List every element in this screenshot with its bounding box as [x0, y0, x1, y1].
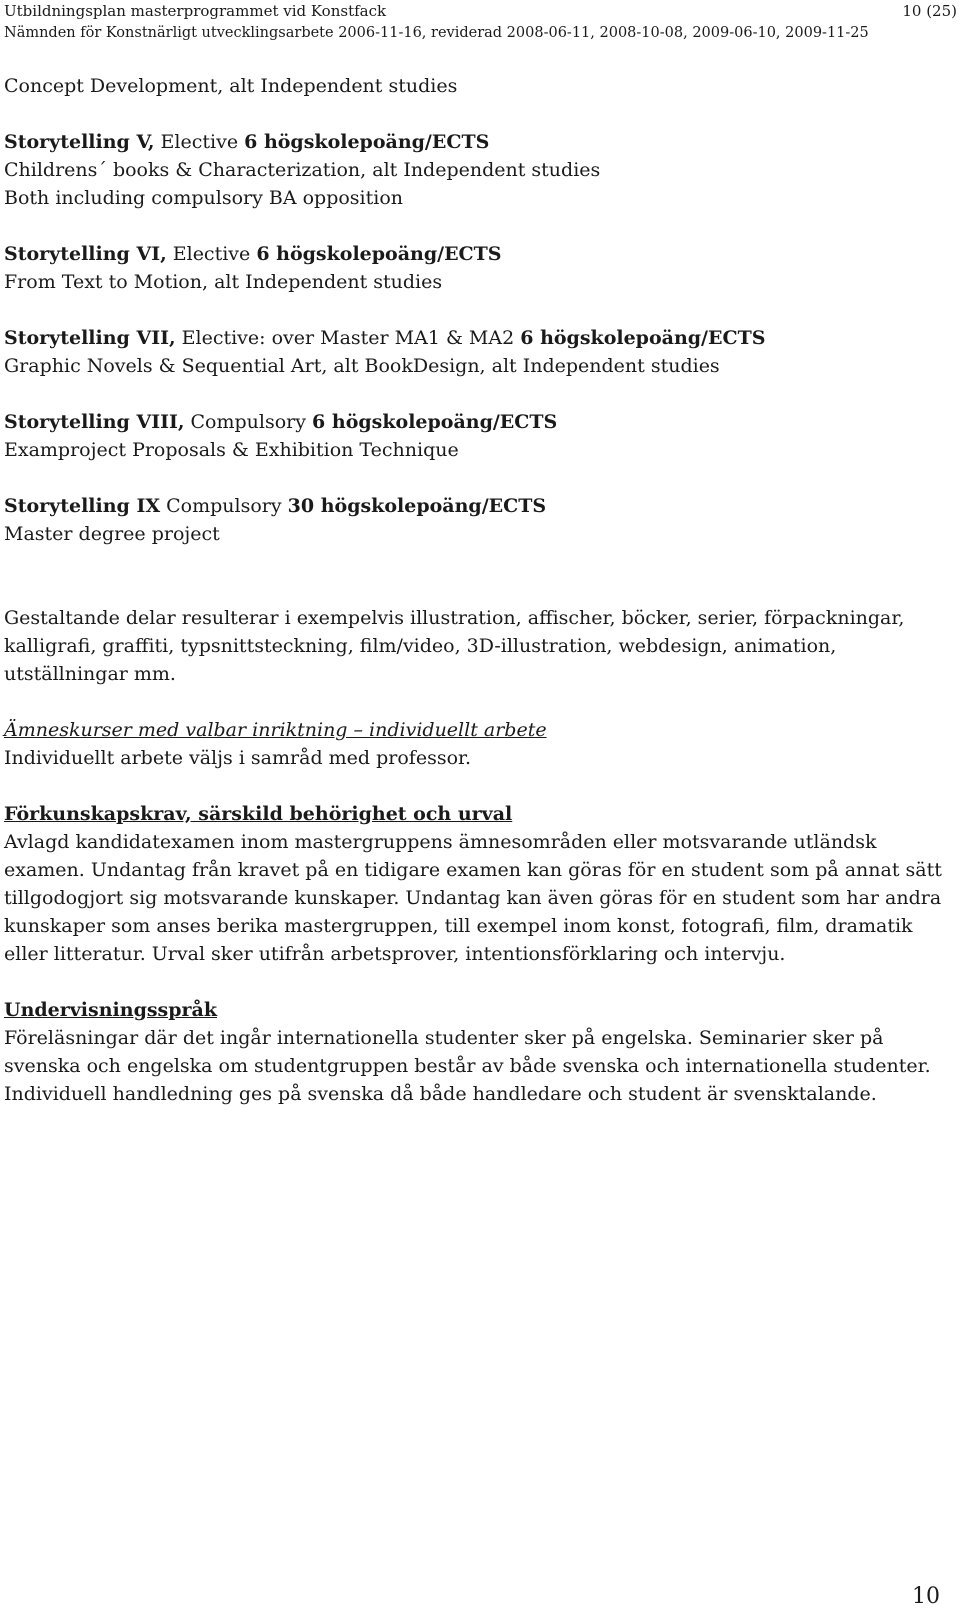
course-type: Elective — [166, 243, 257, 265]
section-text: Föreläsningar där det ingår internationella studenter sker på engelska. Seminarier sker på svenska och engelska om studentgruppen består av både svenska och internationella studenter. Individuell handledning ges på svenska då både handledare och student är svensktalande. — [4, 1027, 931, 1105]
document-body — [4, 72, 954, 1108]
course-credits: 30 högskolepoäng/ECTS — [287, 495, 547, 517]
course-description: From Text to Motion, alt Independent studies — [4, 271, 443, 293]
course-title-line — [4, 492, 954, 520]
course-type: Compulsory — [184, 411, 313, 433]
course-description: Master degree project — [4, 523, 220, 545]
decision-line: Nämnden för Konstnärligt utvecklingsarbete 2006-11-16, reviderad 2008-06-11, 2008-10-08, 2009-06-10, 2009-11-25 — [4, 25, 869, 41]
course-type: Elective: over Master MA1 & MA2 — [175, 327, 521, 349]
section-heading: Undervisningsspråk — [4, 999, 218, 1021]
section-text: Avlagd kandidatexamen inom mastergruppens ämnesområden eller motsvarande utländsk examen. Undantag från kravet på en tidigare examen kan göras för en student som på annat sätt tillgodogjort sig motsvarande kunskaper. Undantag kan även göras för en student som har andra kunskaper som anses berika mastergruppen, till exempel inom konst, fotografi, film, dramatik eller litteratur. Urval sker utifrån arbetsprover, intentionsförklaring och intervju. — [4, 831, 942, 965]
course-credits: 6 högskolepoäng/ECTS — [520, 327, 766, 349]
course-storytelling-viii — [4, 408, 954, 464]
course-name: Storytelling V, — [4, 131, 155, 153]
section-heading: Förkunskapskrav, särskild behörighet och urval — [4, 803, 513, 825]
course-credits: 6 högskolepoäng/ECTS — [312, 411, 558, 433]
course-type: Compulsory — [160, 495, 288, 517]
course-title-line — [4, 128, 954, 156]
course-description: Childrens´ books & Characterization, alt Independent studies — [4, 159, 601, 181]
course-title-line — [4, 324, 954, 352]
section-heading: Ämneskurser med valbar inriktning – individuellt arbete — [4, 719, 547, 741]
course-name: Storytelling VII, — [4, 327, 176, 349]
course-title-line — [4, 240, 954, 268]
course-storytelling-v — [4, 128, 954, 212]
course-storytelling-vi — [4, 240, 954, 296]
page-reference: 10 (25) — [902, 2, 957, 20]
header-top-row — [4, 0, 957, 22]
page-number: 10 — [912, 1584, 940, 1609]
course-title-line — [4, 408, 954, 436]
course-credits: 6 högskolepoäng/ECTS — [244, 131, 490, 153]
course-storytelling-ix — [4, 492, 954, 548]
course-description: Examproject Proposals & Exhibition Technique — [4, 439, 459, 461]
course-credits: 6 högskolepoäng/ECTS — [256, 243, 502, 265]
language-section — [4, 996, 954, 1108]
course-type: Elective — [154, 131, 245, 153]
design-parts-paragraph: Gestaltande delar resulterar i exempelvis illustration, affischer, böcker, serier, förpackningar, kalligrafi, graffiti, typsnittsteckning, film/video, 3D-illustration, webdesign, animation, utställningar mm. — [4, 607, 905, 685]
course-name: Storytelling IX — [4, 495, 161, 517]
subject-courses-section — [4, 716, 954, 772]
document-title: Utbildningsplan masterprogrammet vid Konstfack — [4, 2, 387, 20]
course-description: Graphic Novels & Sequential Art, alt BookDesign, alt Independent studies — [4, 355, 720, 377]
course-name: Storytelling VI, — [4, 243, 167, 265]
prerequisites-section — [4, 800, 954, 968]
course-name: Storytelling VIII, — [4, 411, 185, 433]
page-header — [4, 0, 957, 44]
course-note: Both including compulsory BA opposition — [4, 187, 404, 209]
course-storytelling-vii — [4, 324, 954, 380]
intro-line: Concept Development, alt Independent studies — [4, 75, 458, 97]
section-text: Individuellt arbete väljs i samråd med professor. — [4, 747, 472, 769]
